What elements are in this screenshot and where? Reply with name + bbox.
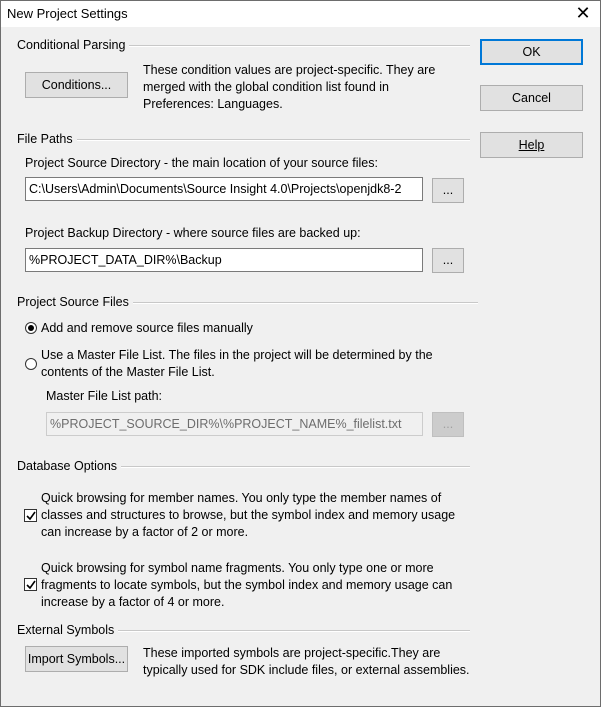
conditional-parsing-line: These condition values are project-specific. They are — [143, 63, 436, 77]
conditional-parsing-line: merged with the global condition list found in — [143, 80, 389, 94]
ok-button-label: OK — [522, 45, 541, 59]
quick-fragment-checkbox[interactable] — [24, 578, 37, 591]
database-options-label: Database Options — [17, 459, 121, 473]
external-symbols-label: External Symbols — [17, 623, 118, 637]
manual-files-radio[interactable] — [25, 322, 37, 334]
browse-button-label: ... — [442, 417, 454, 431]
browse-button-label: ... — [442, 253, 454, 267]
conditional-parsing-line: Preferences: Languages. — [143, 97, 283, 111]
conditional-parsing-label: Conditional Parsing — [17, 38, 129, 52]
file-paths-divider — [18, 139, 470, 141]
import-symbols-button[interactable] — [25, 646, 128, 672]
master-file-list-line: contents of the Master File List. — [41, 365, 215, 379]
source-files-label: Project Source Files — [17, 295, 133, 309]
conditions-button-label: Conditions... — [41, 78, 112, 92]
import-symbols-button-label: Import Symbols... — [27, 652, 126, 666]
close-icon[interactable]: ✕ — [575, 3, 591, 23]
quick-member-line: can increase by a factor of 2 or more. — [41, 525, 249, 539]
title-bar[interactable] — [1, 1, 600, 27]
quick-member-label[interactable] — [41, 490, 455, 541]
cancel-button[interactable] — [480, 85, 583, 111]
quick-fragment-label[interactable] — [41, 560, 452, 611]
external-symbols-description — [143, 645, 470, 679]
master-file-list-label[interactable] — [41, 347, 433, 381]
quick-fragment-line: fragments to locate symbols, but the symbol index and memory usage can — [41, 578, 453, 592]
quick-member-line: Quick browsing for member names. You only type the member names of — [41, 491, 442, 505]
master-file-path-label: Master File List path: — [46, 389, 163, 403]
checkmark-icon — [26, 580, 36, 590]
conditional-parsing-description — [143, 62, 435, 113]
help-button-label: Help — [518, 138, 545, 152]
manual-files-label[interactable]: Add and remove source files manually — [41, 321, 253, 335]
quick-fragment-line: increase by a factor of 4 or more. — [41, 595, 225, 609]
backup-directory-browse-button[interactable] — [432, 248, 464, 273]
backup-directory-label: Project Backup Directory - where source files are backed up: — [25, 226, 361, 240]
quick-member-line: classes and structures to browse, but the symbol index and memory usage — [41, 508, 456, 522]
cancel-button-label: Cancel — [512, 91, 551, 105]
master-file-list-radio[interactable] — [25, 358, 37, 370]
external-symbols-line: These imported symbols are project-specific.They are — [143, 646, 441, 660]
master-file-path-browse-button[interactable] — [432, 412, 464, 437]
quick-member-checkbox[interactable] — [24, 509, 37, 522]
help-button[interactable] — [480, 132, 583, 158]
master-file-list-line: Use a Master File List. The files in the project will be determined by the — [41, 348, 433, 362]
browse-button-label: ... — [442, 183, 454, 197]
backup-directory-input[interactable]: %PROJECT_DATA_DIR%\Backup — [25, 248, 423, 272]
checkmark-icon — [26, 511, 36, 521]
conditions-button[interactable] — [25, 72, 128, 98]
external-symbols-line: typically used for SDK include files, or external assemblies. — [143, 663, 470, 677]
ok-button[interactable] — [480, 39, 583, 65]
source-directory-browse-button[interactable] — [432, 178, 464, 203]
quick-fragment-line: Quick browsing for symbol name fragments. You only type one or more — [41, 561, 434, 575]
source-directory-label: Project Source Directory - the main location of your source files: — [25, 156, 378, 170]
window-title: New Project Settings — [7, 6, 128, 21]
file-paths-label: File Paths — [17, 132, 77, 146]
source-directory-input[interactable]: C:\Users\Admin\Documents\Source Insight 4.0\Projects\openjdk8-2 — [25, 177, 423, 201]
master-file-path-input[interactable]: %PROJECT_SOURCE_DIR%\%PROJECT_NAME%_filelist.txt — [46, 412, 423, 436]
